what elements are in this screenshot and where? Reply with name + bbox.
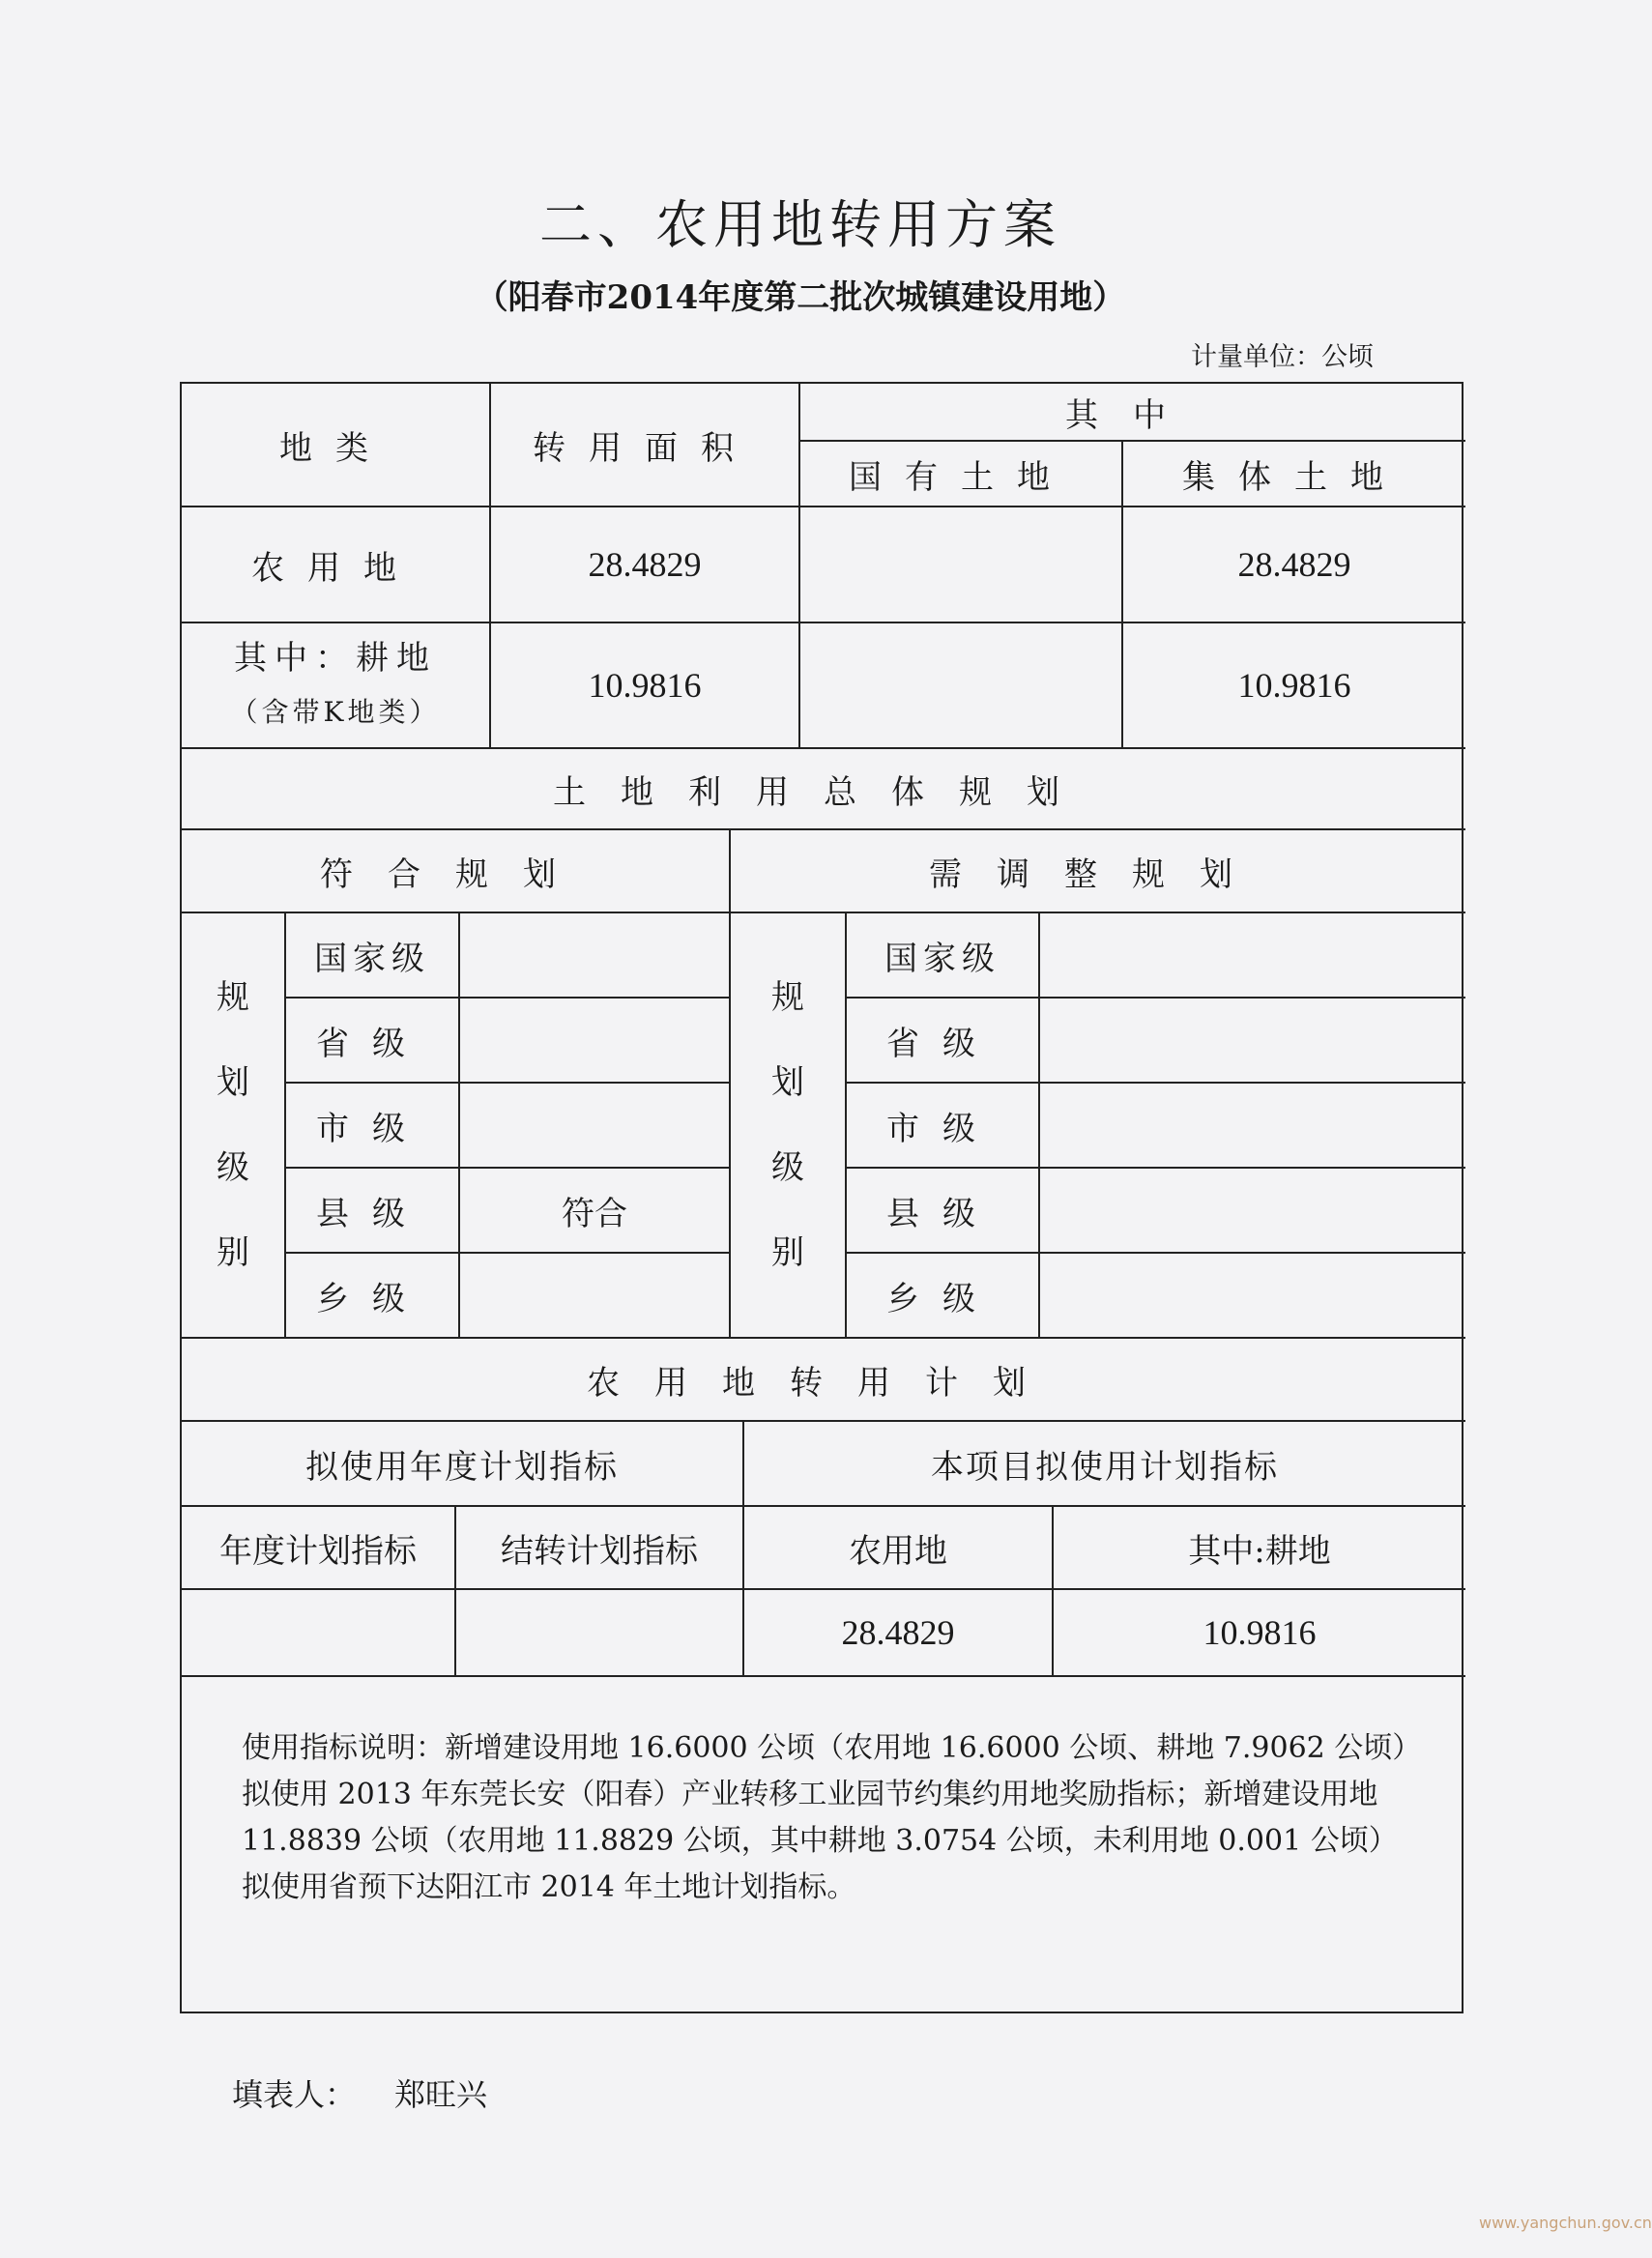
adjust-value-province: [1040, 999, 1465, 1084]
adjust-value-national: [1040, 913, 1465, 999]
section-conversion-plan: 农用地转用计划: [182, 1339, 1465, 1422]
header-of-which-arable: 其中:耕地: [1054, 1507, 1465, 1590]
header-state-land: 国有土地: [800, 442, 1123, 507]
filler-line: [232, 2070, 487, 2115]
conform-value-township: [460, 1254, 731, 1339]
conform-value-city: [460, 1084, 731, 1169]
header-collective-land: 集体土地: [1123, 442, 1465, 507]
usage-note: 使用指标说明：新增建设用地 16.6000 公顷（农用地 16.6000 公顷、耕地 7.9062 公顷）拟使用 2013 年东莞长安（阳春）产业转移工业园节约集约用地奖励指标；新增建设用地 11.8839 公顷（农用地 11.8829 公顷，其中耕地 3.0754 公顷，未利用地 0.001 公顷）拟使用省预下达阳江市 2014 年土地计划指标。: [242, 1731, 1407, 1904]
filler-name: 郑旺兴: [394, 2076, 488, 2113]
adjust-level-township: 乡级: [847, 1254, 1040, 1339]
adjust-value-city: [1040, 1084, 1465, 1169]
header-of-which: 其中: [800, 384, 1465, 442]
row-arable-collective: 10.9816: [1123, 623, 1465, 749]
page-title: 二、农用地转用方案: [539, 194, 1061, 255]
value-arable: 10.9816: [1054, 1590, 1465, 1677]
adjust-level-national: 国家级: [847, 913, 1040, 999]
adjust-level-label: 规划级别: [731, 913, 847, 1339]
header-area: 转用面积: [491, 384, 800, 507]
header-conform-plan: 符合规划: [182, 830, 731, 913]
adjust-level-city: 市级: [847, 1084, 1040, 1169]
header-project-index: 本项目拟使用计划指标: [744, 1422, 1465, 1507]
adjust-value-township: [1040, 1254, 1465, 1339]
filler-label: 填表人：: [232, 2076, 357, 2113]
value-annual-plan: [182, 1590, 456, 1677]
header-annual-plan: 年度计划指标: [182, 1507, 456, 1590]
row-farmland-area: 28.4829: [491, 507, 800, 623]
conform-level-province: 省级: [286, 999, 460, 1084]
row-arable-label-main: 其中：耕地: [234, 639, 437, 678]
row-arable-label: [182, 623, 491, 749]
site-watermark: www.yangchun.gov.cn: [1479, 2214, 1652, 2232]
conversion-table: [180, 382, 1464, 2013]
page-subtitle: （阳春市2014年度第二批次城镇建设用地）: [475, 278, 1126, 317]
adjust-level-province: 省级: [847, 999, 1040, 1084]
row-arable-area: 10.9816: [491, 623, 800, 749]
header-land-type: 地类: [182, 384, 491, 507]
row-arable-label-sub: （含带K地类）: [230, 696, 441, 728]
conform-value-national: [460, 913, 731, 999]
row-farmland-label: 农用地: [182, 507, 491, 623]
conform-level-city: 市级: [286, 1084, 460, 1169]
value-farmland: 28.4829: [744, 1590, 1054, 1677]
adjust-level-county: 县级: [847, 1169, 1040, 1254]
conform-value-province: [460, 999, 731, 1084]
header-annual-index: 拟使用年度计划指标: [182, 1422, 744, 1507]
row-arable-state: [800, 623, 1123, 749]
unit-label: 计量单位：公顷: [1191, 342, 1374, 372]
row-farmland-collective: 28.4829: [1123, 507, 1465, 623]
row-farmland-state: [800, 507, 1123, 623]
header-carryover-plan: 结转计划指标: [456, 1507, 744, 1590]
conform-level-national: 国家级: [286, 913, 460, 999]
conform-level-county: 县级: [286, 1169, 460, 1254]
value-carryover-plan: [456, 1590, 744, 1677]
conform-value-county: 符合: [460, 1169, 731, 1254]
header-adjust-plan: 需调整规划: [731, 830, 1465, 913]
conform-level-township: 乡级: [286, 1254, 460, 1339]
adjust-value-county: [1040, 1169, 1465, 1254]
section-overall-plan: 土地利用总体规划: [182, 749, 1465, 830]
header-farmland: 农用地: [744, 1507, 1054, 1590]
conform-level-label: 规划级别: [182, 913, 286, 1339]
